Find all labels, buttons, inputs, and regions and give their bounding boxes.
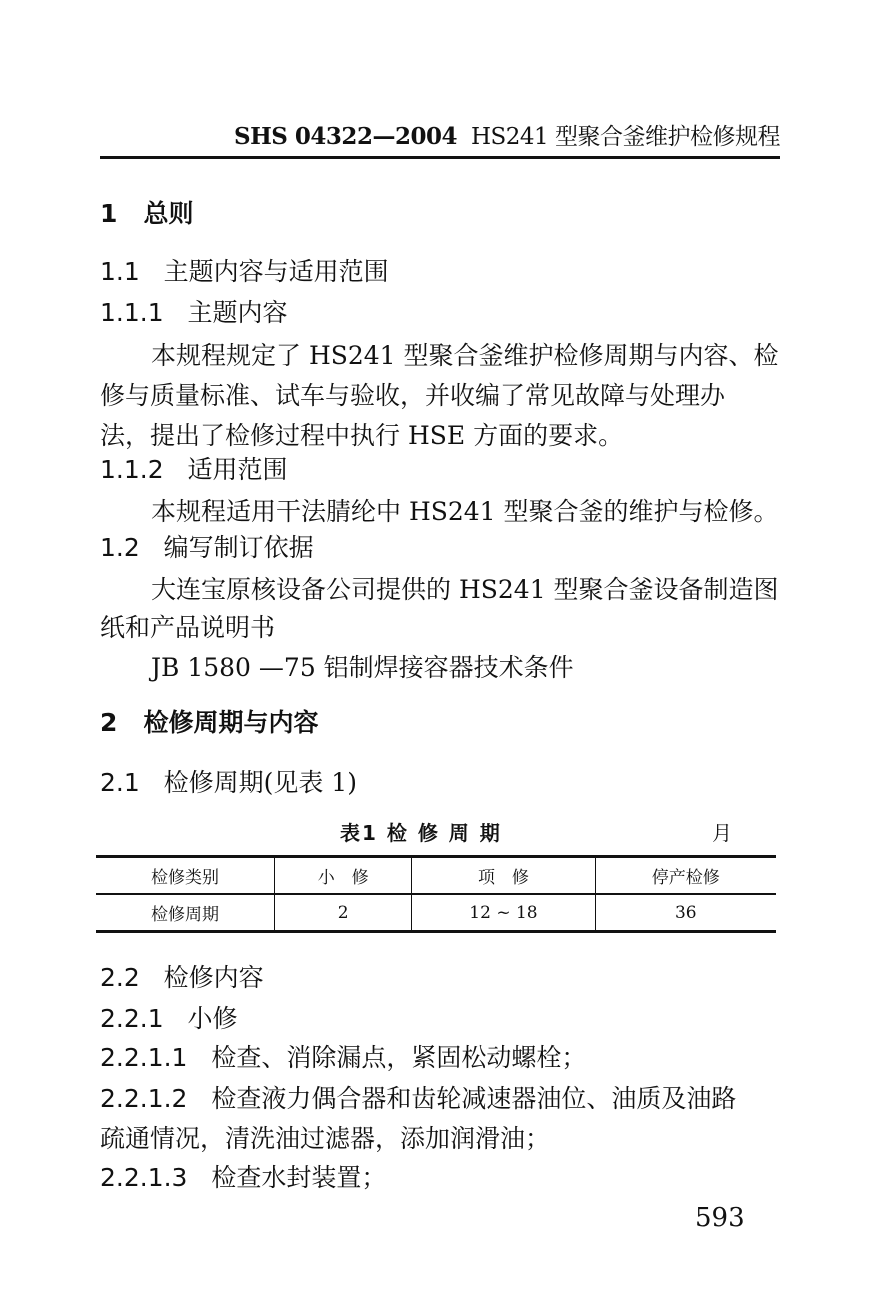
- table-header-cell: 小 修: [275, 857, 412, 895]
- section-2-heading: 2 检修周期与内容: [100, 708, 319, 737]
- paragraph-line: JB 1580 —75 铝制焊接容器技术条件: [151, 653, 574, 682]
- table-header-row: [96, 857, 776, 895]
- paragraph-line: 本规程规定了 HS241 型聚合釜维护检修周期与内容、检: [151, 341, 779, 370]
- section-1-1-1-heading: 1.1.1 主题内容: [100, 298, 288, 327]
- standard-code: SHS 04322—2004: [233, 123, 457, 150]
- table-header-cell: 停产检修: [595, 857, 776, 895]
- item-2-2-1-3: 2.2.1.3 检查水封装置；: [100, 1163, 387, 1192]
- header-rule: [100, 156, 780, 159]
- section-1-2-heading: 1.2 编写制订依据: [100, 533, 314, 562]
- paragraph-line: 法，提出了检修过程中执行 HSE 方面的要求。: [100, 421, 624, 450]
- table-caption-text: 表1 检 修 周 期: [340, 821, 502, 845]
- paragraph-line: 修与质量标准、试车与验收，并收编了常见故障与处理办: [100, 381, 726, 410]
- section-2-1-heading: 2.1 检修周期(见表 1): [100, 768, 357, 797]
- item-2-2-1-1: 2.2.1.1 检查、消除漏点，紧固松动螺栓；: [100, 1043, 587, 1072]
- table-unit: 月: [712, 821, 732, 845]
- paragraph-line: 本规程适用干法腈纶中 HS241 型聚合釜的维护与检修。: [151, 497, 779, 526]
- paragraph-line: 大连宝原核设备公司提供的 HS241 型聚合釜设备制造图: [151, 575, 779, 604]
- table-cell: 12 ~ 18: [412, 894, 595, 932]
- section-2-2-heading: 2.2 检修内容: [100, 963, 264, 992]
- table-row: [96, 894, 776, 932]
- section-2-2-1-heading: 2.2.1 小修: [100, 1004, 238, 1033]
- section-1-1-2-heading: 1.1.2 适用范围: [100, 455, 288, 484]
- maintenance-cycle-table: [96, 855, 776, 933]
- item-2-2-1-2: 2.2.1.2 检查液力偶合器和齿轮减速器油位、油质及油路: [100, 1084, 737, 1113]
- page-number: 593: [695, 1203, 745, 1233]
- table-cell: 36: [595, 894, 776, 932]
- table-cell: 2: [275, 894, 412, 932]
- paragraph-line: 纸和产品说明书: [100, 613, 276, 642]
- table-cell: 检修周期: [96, 894, 275, 932]
- section-1-heading: 1 总则: [100, 199, 194, 228]
- running-header: [100, 118, 780, 151]
- table-header-cell: 检修类别: [96, 857, 275, 895]
- table-header-cell: 项 修: [412, 857, 595, 895]
- paragraph-line: 疏通情况，清洗油过滤器，添加润滑油；: [100, 1124, 551, 1153]
- header-title: HS241 型聚合釜维护检修规程: [470, 124, 780, 150]
- section-1-1-heading: 1.1 主题内容与适用范围: [100, 257, 389, 286]
